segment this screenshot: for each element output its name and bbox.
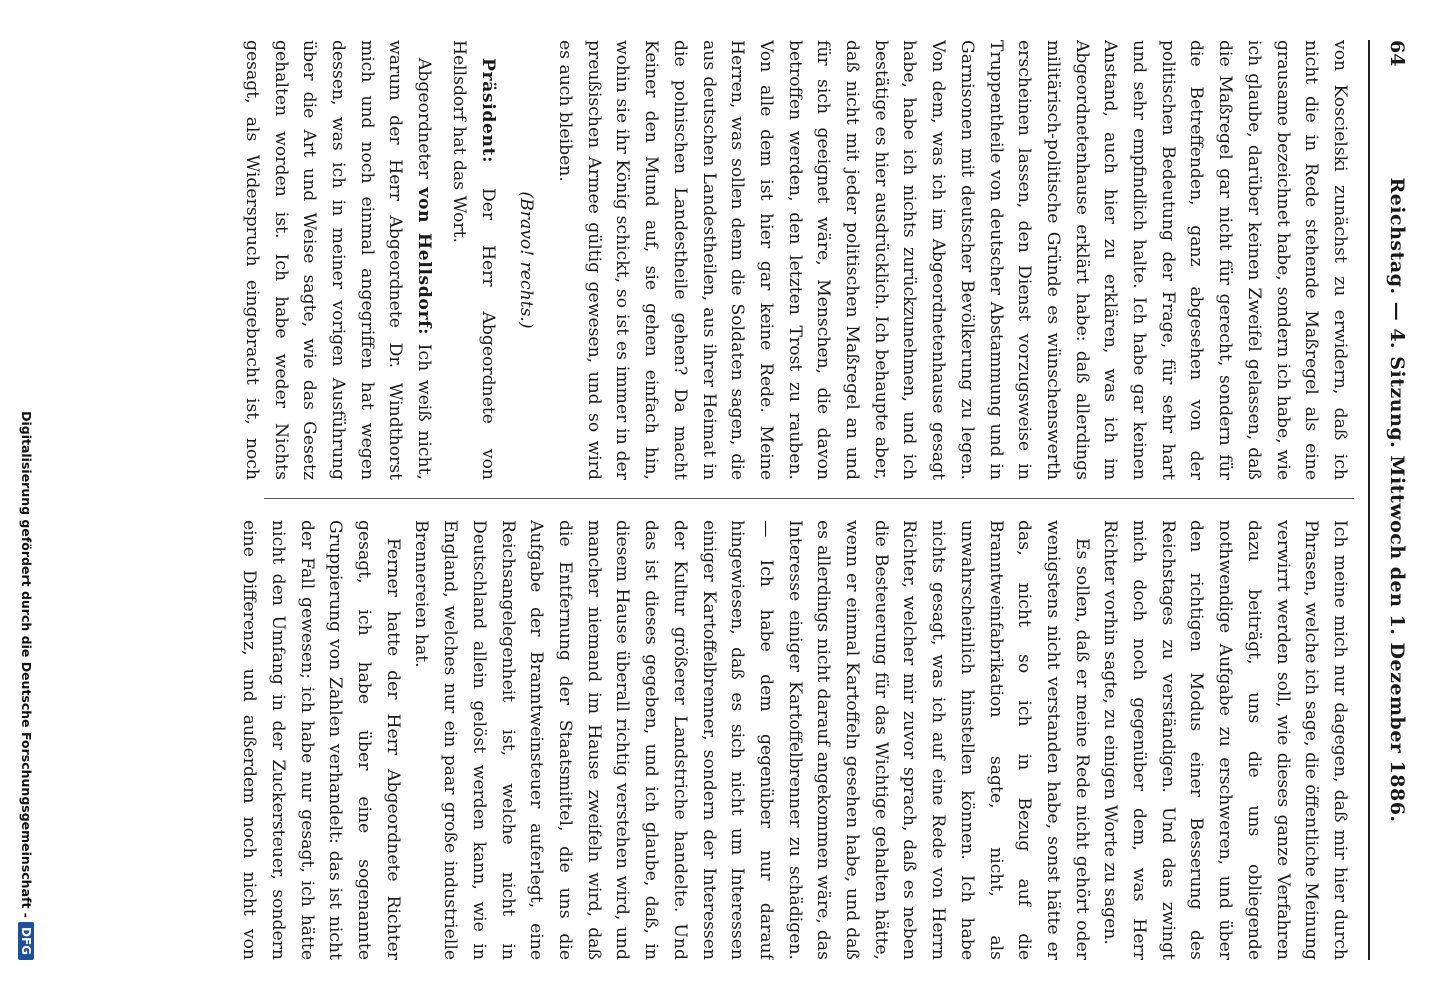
left-paragraph-2: Ich weiß nicht, warum der Herr Abgeordnete Dr. Windthorst mich und noch einmal angegriffen hat wegen dessen, was ich in meiner vorigen Ausführung über die Art und Weise sagte, wie das Gesetz gehalten worden ist. Ich habe weder Nichts gesagt, als Widerspruch eingebracht ist, noch [241, 40, 435, 480]
right-paragraph-3: Ferner hatte der Herr Abgeordnete Richter gesagt, ich habe über eine sogenannte Gruppierung von Zahlen verhandelt: das ist nicht der Fall gewesen; ich habe nur gesagt, ich hätte nicht den Umfang in der Zuckersteuer, sondern eine Differenz, und außerdem noch nicht von [239, 520, 403, 960]
credit-text: Digitalisierung gefördert durch die Deutsche Forschungsgemeinschaft - [19, 411, 34, 918]
speaker-intro: Abgeordneter [414, 58, 435, 179]
page-number: 64 [1386, 40, 1408, 67]
left-column [234, 40, 1354, 480]
running-head: Reichstag. — 4. Sitzung. Mittwoch den 1. Dezember 1886. [1386, 177, 1408, 823]
left-president-line [444, 40, 501, 480]
left-speaker-paragraph [234, 40, 438, 480]
right-paragraph-1: Ich meine mich nur dagegen, daß mir hier durch Phrasen, welche ich sage, die öffentliche Meinung verwirrt werden soll, wie dieses ganze Verfahren dazu beiträgt, uns die uns obliegende nothwendige Aufgabe zu erschweren, und über den richtigen Modus einer Besserung des Reichstages zu verständigen. Und das zwingt mich doch noch gegenüber dem, was Herr Richter vorhin sagte, zu einigen Worte zu sagen. [1100, 520, 1350, 960]
speaker-name: von Hellsdorf: [414, 187, 435, 336]
president-text: Der Herr Abgeordnete von Hellsdorf hat das Wort. [448, 40, 498, 480]
digitization-credit [8, 40, 34, 960]
header-rule [1368, 40, 1370, 960]
left-applause: (Bravo! rechts.) [516, 191, 537, 329]
dfg-logo: DFG [18, 922, 34, 960]
page-header [1374, 40, 1414, 960]
president-label: Präsident: [477, 58, 498, 164]
left-paragraph-1: von Koscielski zunächst zu erwidern, daß ich nicht die in Rede stehende Maßregel als eine grausame bezeichnet habe, sondern ich habe, wie ich glaube, darüber keinen Zweifel gelassen, daß die Maßregel gar nicht für gerecht, sondern für die Betreffenden, ganz abgesehen von der politischen Bedeutung der Frage, für sehr hart und sehr empfindlich halte. Ich habe gar keinen Anstand, auch hier zu erklären, was ich im Abgeordnetenhause erklärt habe: daß allerdings militärisch-politische Gründe es wünschenswerth erscheinen lassen, den Dienst vorzugsweise in Truppentheile von deutscher Abstammung und in Garnisonen mit deutscher Bevölkerung zu legen. Von dem, was ich im Abgeordnetenhause gesagt habe, habe ich nichts zurückzunehmen, und ich bestätige es hier ausdrücklich. Ich behaupte aber, daß nicht mit jeder politischen Maßregel an und für sich geeignet wäre, Menschen, die davon betroffen werden, den letzten Trost zu rauben. Von alle dem ist hier gar keine Rede. Meine Herren, was sollen denn die Soldaten sagen, die aus deutschen Landestheilen, aus ihrer Heimat in die polnischen Landestheile gehen? Da macht Keiner den Mund auf, sie gehen einfach hin, wohin sie ihr König schickt, so ist es immer in der preußischen Armee gültig gewesen, und so wird es auch bleiben. [555, 40, 1350, 480]
right-column [234, 520, 1354, 960]
column-divider [264, 498, 1354, 499]
right-paragraph-2: Es sollen, daß er meine Rede nicht gehört oder wenigstens nicht verstanden habe, sonst hätte er das, nicht so ich in Bezug auf die Branntweinfabrikation sagte, nicht, als unwahrscheinlich hinstellen können. Ich habe nichts gesagt, was ich auf eine Rede von Herrn Richter, welcher mir zuvor sprach, daß es neben die Besteuerung für das Wichtige gehalten hätte, wenn er einmal Kartoffeln gesehen habe, und daß es allerdings nicht darauf angekommen wäre, das Interesse einiger Kartoffelbrenner zu schädigen. — Ich habe dem gegenüber nur darauf hingewiesen, daß es sich nicht um Interessen einiger Kartoffelbrenner, sondern der Interessen der Kultur größerer Landstriche handelte. Und das ist dieses gegeben, und ich glaube, daß, in diesem Hause überall richtig verstehen wird, und mancher niemand im Hause zweifeln wird, daß die Entfernung der Staatsmittel, die uns die Aufgabe der Branntweinsteuer auferlegt, eine Reichsangelegenheit ist, welche nicht in Deutschland allein gelöst werden kann, wie in England, welches nur ein paar große industrielle Brennereien hat. [411, 520, 1092, 960]
